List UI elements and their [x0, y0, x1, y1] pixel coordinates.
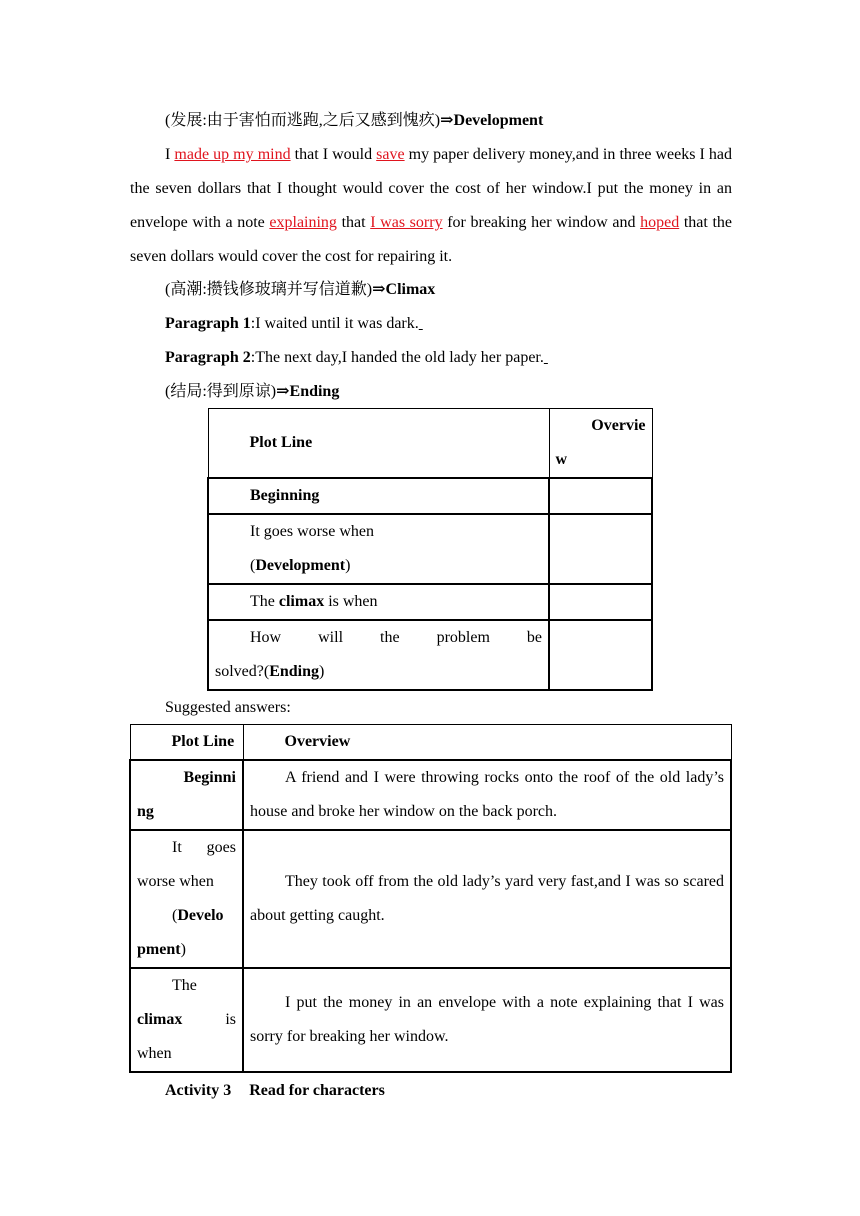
paragraph-label: Paragraph 1 — [165, 315, 251, 332]
label-text: ( — [250, 557, 256, 574]
answer-made-up-my-mind: made up my mind — [174, 146, 291, 163]
header-text: Plot Line — [249, 434, 313, 451]
table-row — [208, 620, 652, 690]
header-overview — [549, 409, 652, 479]
overview-climax: I put the money in an envelope with a note explaining that I was sorry for breaking her window. — [243, 968, 731, 1072]
heading-en: Ending — [289, 383, 340, 400]
label-text: when — [137, 1045, 172, 1062]
suggested-answers-label — [130, 691, 732, 725]
text-segment: that I would — [290, 146, 377, 163]
arrow: ⇒ — [440, 112, 454, 129]
table-row — [208, 478, 652, 514]
paragraph-2-line — [130, 341, 732, 375]
table-row — [130, 760, 731, 830]
label-text: It goes worse when — [250, 523, 374, 540]
label-text: Develo — [177, 907, 224, 924]
blank-cell[interactable] — [549, 478, 652, 514]
heading-en: Development — [453, 112, 544, 129]
answer-save: save — [376, 146, 405, 163]
blank-cell[interactable] — [549, 584, 652, 620]
development-paragraph — [130, 138, 732, 274]
table-header-row — [208, 409, 652, 479]
ending-heading — [130, 375, 732, 409]
label-text: The — [250, 593, 279, 610]
plot-line-table — [207, 408, 653, 691]
label-text: is when — [324, 593, 378, 610]
row-label-beginning — [208, 478, 549, 514]
paragraph-text: :I waited until it was dark. — [250, 315, 419, 332]
arrow: ⇒ — [372, 281, 386, 298]
label-text: pment — [137, 941, 181, 958]
header-overview — [243, 725, 731, 761]
activity-label: Activity 3 — [165, 1082, 232, 1099]
label-text: climax — [137, 1011, 183, 1028]
blank-cell[interactable] — [549, 620, 652, 690]
suggested-answers-table — [129, 724, 732, 1073]
suggested-text: Suggested answers: — [165, 699, 291, 716]
row-label-climax — [208, 584, 549, 620]
overview-development: They took off from the old lady’s yard very fast,and I was so scared about getting caught. — [243, 830, 731, 968]
text-segment: I — [165, 146, 175, 163]
activity-3-heading — [130, 1074, 732, 1108]
text-segment: my paper delivery money,and in three weeks I had the seven dollars that I thought would cover the cost of her window.I put the money in an envelope with a note — [130, 146, 733, 231]
label-text: Development — [255, 557, 346, 574]
blank-underline — [544, 349, 548, 366]
row-label-development — [130, 830, 243, 968]
text-segment: that — [336, 214, 371, 231]
row-label-development — [208, 514, 549, 584]
header-text: Overview — [284, 733, 351, 750]
label-text: solved?( — [215, 663, 270, 680]
table-header-row — [130, 725, 731, 761]
blank-underline — [419, 315, 423, 332]
arrow: ⇒ — [276, 383, 290, 400]
text-segment: for breaking her window and — [442, 214, 641, 231]
answer-i-was-sorry: I was sorry — [370, 214, 443, 231]
label-text: climax — [278, 593, 325, 610]
header-plot-line — [130, 725, 243, 761]
table-row — [130, 968, 731, 1072]
row-label-climax — [130, 968, 243, 1072]
label-text: It goes — [172, 839, 236, 856]
heading-cn: (高潮:攒钱修玻璃并写信道歉) — [165, 281, 373, 298]
answer-hoped: hoped — [640, 214, 680, 231]
paragraph-text: :The next day,I handed the old lady her paper. — [250, 349, 544, 366]
blank-cell[interactable] — [549, 514, 652, 584]
header-text: Overvie — [591, 417, 646, 434]
paragraph-label: Paragraph 2 — [165, 349, 251, 366]
climax-heading — [130, 273, 732, 307]
heading-en: Climax — [385, 281, 436, 298]
label-text: ng — [137, 803, 154, 820]
label-text: Beginni — [183, 769, 236, 786]
row-label-beginning — [130, 760, 243, 830]
table-row — [208, 584, 652, 620]
label-text: How will the problem be — [250, 629, 542, 646]
label-text: ( — [172, 907, 178, 924]
answer-explaining: explaining — [269, 214, 337, 231]
label-text: ) — [319, 663, 325, 680]
overview-beginning: A friend and I were throwing rocks onto the roof of the old lady’s house and broke her window on the back porch. — [243, 760, 731, 830]
label-text: is — [225, 1011, 236, 1028]
activity-title: Read for characters — [249, 1082, 385, 1099]
header-text: w — [555, 451, 568, 468]
label-text: The — [172, 977, 197, 994]
label-text: Ending — [269, 663, 320, 680]
development-heading — [130, 104, 732, 138]
header-plot-line — [208, 409, 549, 479]
heading-cn: (结局:得到原谅) — [165, 383, 277, 400]
text-segment: that the seven dollars would cover the cost for repairing it. — [130, 214, 733, 265]
label-text: ) — [180, 941, 186, 958]
header-text: Plot Line — [171, 733, 235, 750]
label-text: ) — [345, 557, 351, 574]
label-text: worse when — [137, 873, 214, 890]
heading-cn: (发展:由于害怕而逃跑,之后又感到愧疚) — [165, 112, 441, 129]
paragraph-1-line — [130, 307, 732, 341]
label-text: Beginning — [250, 487, 320, 504]
table-row — [130, 830, 731, 968]
table-row — [208, 514, 652, 584]
row-label-ending — [208, 620, 549, 690]
